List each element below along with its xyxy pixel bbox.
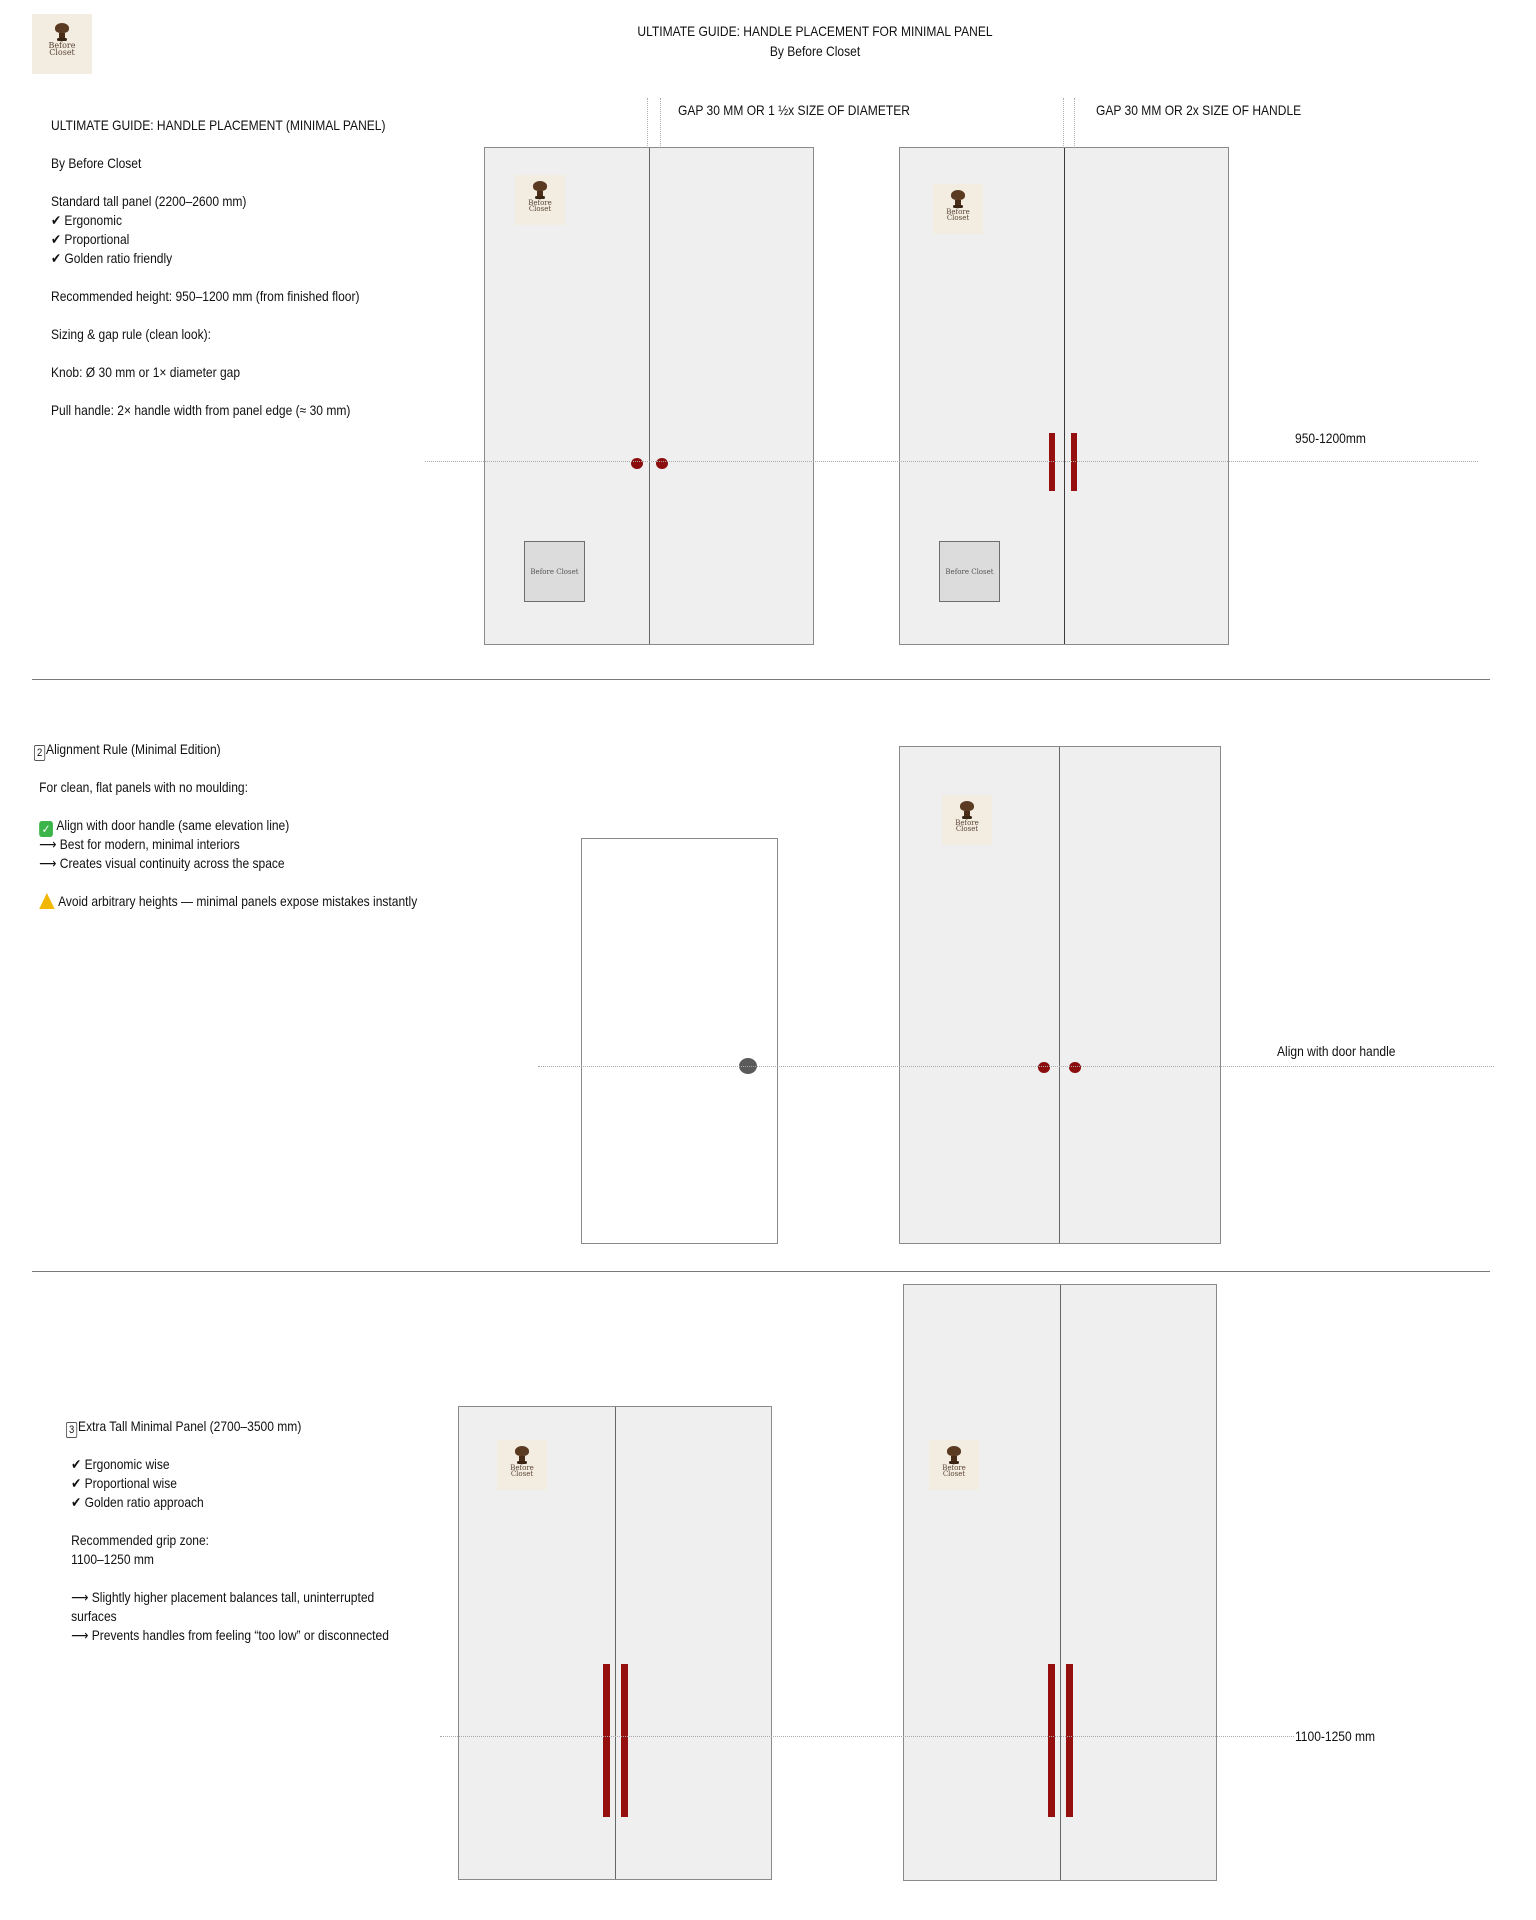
gap-label-pull: GAP 30 MM OR 2x SIZE OF HANDLE (1096, 102, 1302, 118)
pull-handle-right (621, 1664, 628, 1817)
arrow-item-balance: ⟶ Slightly higher placement balances tall, uninterrupted (71, 1589, 375, 1605)
sizing-rule-heading: Sizing & gap rule (clean look): (51, 326, 211, 342)
knob-rule: Knob: Ø 30 mm or 1× diameter gap (51, 364, 241, 380)
pull-handle-left (1048, 1664, 1055, 1817)
door-reference (581, 838, 778, 1244)
grip-zone-value: 1100–1250 mm (71, 1551, 154, 1567)
panel-logo (942, 795, 992, 845)
panel-logo (933, 184, 983, 234)
grip-zone-heading: Recommended grip zone: (71, 1532, 210, 1548)
bullet-proportional: ✔ Proportional (51, 231, 130, 247)
knob-icon (951, 190, 965, 200)
section3-text (66, 1417, 389, 1645)
brand-logo (32, 14, 92, 74)
arrow-item-continuity: ⟶ Creates visual continuity across the space (39, 855, 285, 871)
section1-title: ULTIMATE GUIDE: HANDLE PLACEMENT (MINIMAL PANEL) (51, 117, 386, 133)
gap-label-knob: GAP 30 MM OR 1 ½x SIZE OF DIAMETER (678, 102, 910, 118)
knob-icon (533, 181, 547, 191)
pull-handle-right (1071, 433, 1077, 491)
knob-left (631, 458, 643, 469)
page-subtitle: By Before Closet (769, 43, 861, 59)
brand-logo-text: Before Closet (48, 41, 76, 57)
knob-right (1069, 1062, 1081, 1073)
panel-split (615, 1407, 616, 1879)
panel-split (1064, 148, 1065, 644)
alignment-guide-line (538, 1066, 1494, 1067)
sample-badge: Before Closet (939, 541, 1000, 602)
warning-text: Avoid arbitrary heights — minimal panels expose mistakes instantly (58, 893, 418, 909)
panel-logo (515, 175, 565, 225)
checkmark-icon: ✓ (39, 821, 53, 837)
recommended-height: Recommended height: 950–1200 mm (from finished floor) (51, 288, 360, 304)
section1-byline: By Before Closet (51, 155, 142, 171)
panel-aligned-example (899, 746, 1221, 1244)
section2-text (34, 740, 417, 911)
arrow-item-prevent-low: ⟶ Prevents handles from feeling “too low” or disconnected (71, 1627, 389, 1643)
bullet-ergonomic: ✔ Ergonomic (51, 212, 122, 228)
panel-split (649, 148, 650, 644)
panel-logo-text: Before Closet (946, 208, 970, 222)
bullet-proportional-wise: ✔ Proportional wise (71, 1475, 177, 1491)
knob-icon (515, 1446, 529, 1456)
grip-zone-guide-line (440, 1736, 1294, 1737)
height-label-1100-1250: 1100-1250 mm (1295, 1728, 1376, 1744)
knob-icon (960, 801, 974, 811)
panel-logo-text: Before Closet (528, 199, 552, 213)
align-label: Align with door handle (1277, 1043, 1396, 1059)
bullet-golden-ratio-approach: ✔ Golden ratio approach (71, 1494, 204, 1510)
knob-icon (55, 23, 69, 33)
section2-number: 2 (34, 745, 45, 761)
knob-icon (947, 1446, 961, 1456)
panel-split (1060, 1285, 1061, 1880)
panel-extra-tall-a (458, 1406, 772, 1880)
pull-handle-left (603, 1664, 610, 1817)
panel-knob-example (484, 147, 814, 645)
panel-spec: Standard tall panel (2200–2600 mm) (51, 193, 247, 209)
section2-intro: For clean, flat panels with no moulding: (39, 779, 248, 795)
section1-text (51, 116, 385, 420)
panel-split (1059, 747, 1060, 1243)
pull-handle-right (1066, 1664, 1073, 1817)
section-divider-2 (32, 1271, 1490, 1272)
knob-right (656, 458, 668, 469)
panel-logo (929, 1440, 979, 1490)
sample-badge: Before Closet (524, 541, 585, 602)
panel-logo (497, 1440, 547, 1490)
warning-icon (39, 893, 54, 909)
section3-title: Extra Tall Minimal Panel (2700–3500 mm) (78, 1418, 302, 1434)
section-divider-1 (32, 679, 1490, 680)
panel-logo-text: Before Closet (955, 819, 979, 833)
section3-number: 3 (66, 1422, 77, 1438)
height-label-950-1200: 950-1200mm (1295, 430, 1366, 446)
bullet-ergonomic-wise: ✔ Ergonomic wise (71, 1456, 170, 1472)
pull-rule: Pull handle: 2× handle width from panel edge (≈ 30 mm) (51, 402, 351, 418)
knob-left (1038, 1062, 1050, 1073)
panel-logo-text: Before Closet (942, 1464, 966, 1478)
pull-handle-left (1049, 433, 1055, 491)
section2-title: Alignment Rule (Minimal Edition) (46, 741, 221, 757)
align-item: Align with door handle (same elevation line) (56, 817, 290, 833)
panel-pull-example (899, 147, 1229, 645)
bullet-golden-ratio: ✔ Golden ratio friendly (51, 250, 173, 266)
arrow-item-balance-cont: surfaces (71, 1608, 117, 1624)
arrow-item-modern: ⟶ Best for modern, minimal interiors (39, 836, 240, 852)
page-title: ULTIMATE GUIDE: HANDLE PLACEMENT FOR MINIMAL PANEL (637, 23, 993, 39)
panel-logo-text: Before Closet (510, 1464, 534, 1478)
panel-extra-tall-b (903, 1284, 1217, 1881)
height-guide-line (425, 461, 1478, 462)
